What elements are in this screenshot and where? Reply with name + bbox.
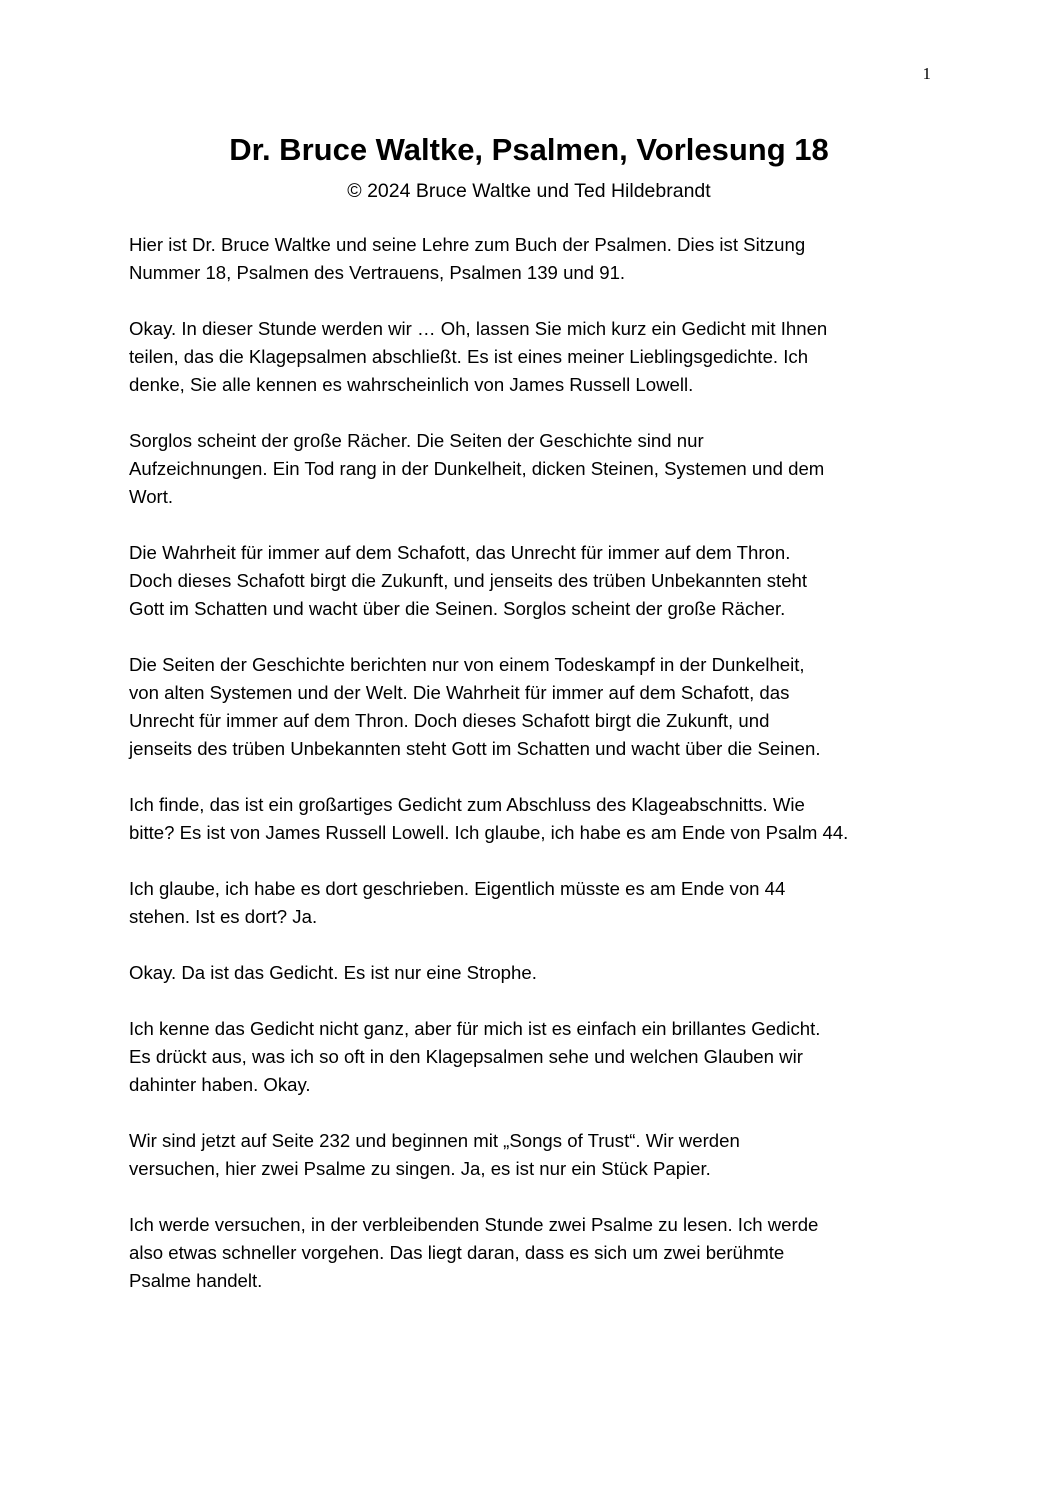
paragraph: Die Seiten der Geschichte berichten nur von einem Todeskampf in der Dunkelheit, von alten Systemen und der Welt. Die Wahrheit für immer auf dem Schafott, das Unrecht für immer auf dem Thron. Doch dieses Schafott birgt die Zukunft, und jenseits des trüben Unbekannten steht Gott im Schatten und wacht über die Seinen.: [129, 654, 821, 759]
copyright-line: © 2024 Bruce Waltke und Ted Hildebrandt: [347, 180, 711, 202]
paragraph: Ich kenne das Gedicht nicht ganz, aber für mich ist es einfach ein brillantes Gedicht. Es drückt aus, was ich so oft in den Klagepsalmen sehe und welchen Glauben wir dahinter haben. Okay.: [129, 1018, 821, 1095]
paragraph: Wir sind jetzt auf Seite 232 und beginnen mit „Songs of Trust“. Wir werden versuchen, hier zwei Psalme zu singen. Ja, es ist nur ein Stück Papier.: [129, 1130, 740, 1179]
paragraph: Ich finde, das ist ein großartiges Gedicht zum Abschluss des Klageabschnitts. Wie bitte? Es ist von James Russell Lowell. Ich glaube, ich habe es am Ende von Psalm 44.: [129, 794, 849, 843]
paragraph: Sorglos scheint der große Rächer. Die Seiten der Geschichte sind nur Aufzeichnungen. Ein Tod rang in der Dunkelheit, dicken Steinen, Systemen und dem Wort.: [129, 430, 825, 507]
paragraph: Die Wahrheit für immer auf dem Schafott, das Unrecht für immer auf dem Thron. Doch dieses Schafott birgt die Zukunft, und jenseits des trüben Unbekannten steht Gott im Schatten und wacht über die Seinen. Sorglos scheint der große Rächer.: [129, 542, 808, 619]
page-number: 1: [922, 64, 931, 83]
paragraph: Okay. In dieser Stunde werden wir … Oh, lassen Sie mich kurz ein Gedicht mit Ihnen teilen, das die Klagepsalmen abschließt. Es ist eines meiner Lieblingsgedichte. Ich denke, Sie alle kennen es wahrscheinlich von James Russell Lowell.: [129, 318, 828, 395]
document-body: [129, 231, 929, 1323]
paragraph: Hier ist Dr. Bruce Waltke und seine Lehre zum Buch der Psalmen. Dies ist Sitzung Nummer 18, Psalmen des Vertrauens, Psalmen 139 und 91.: [129, 234, 806, 283]
paragraph: Ich glaube, ich habe es dort geschrieben. Eigentlich müsste es am Ende von 44 stehen. Ist es dort? Ja.: [129, 878, 786, 927]
paragraph: Ich werde versuchen, in der verbleibenden Stunde zwei Psalme zu lesen. Ich werde also etwas schneller vorgehen. Das liegt daran, dass es sich um zwei berühmte Psalme handelt.: [129, 1214, 819, 1291]
document-title: Dr. Bruce Waltke, Psalmen, Vorlesung 18: [229, 132, 829, 167]
paragraph: Okay. Da ist das Gedicht. Es ist nur eine Strophe.: [129, 962, 537, 983]
